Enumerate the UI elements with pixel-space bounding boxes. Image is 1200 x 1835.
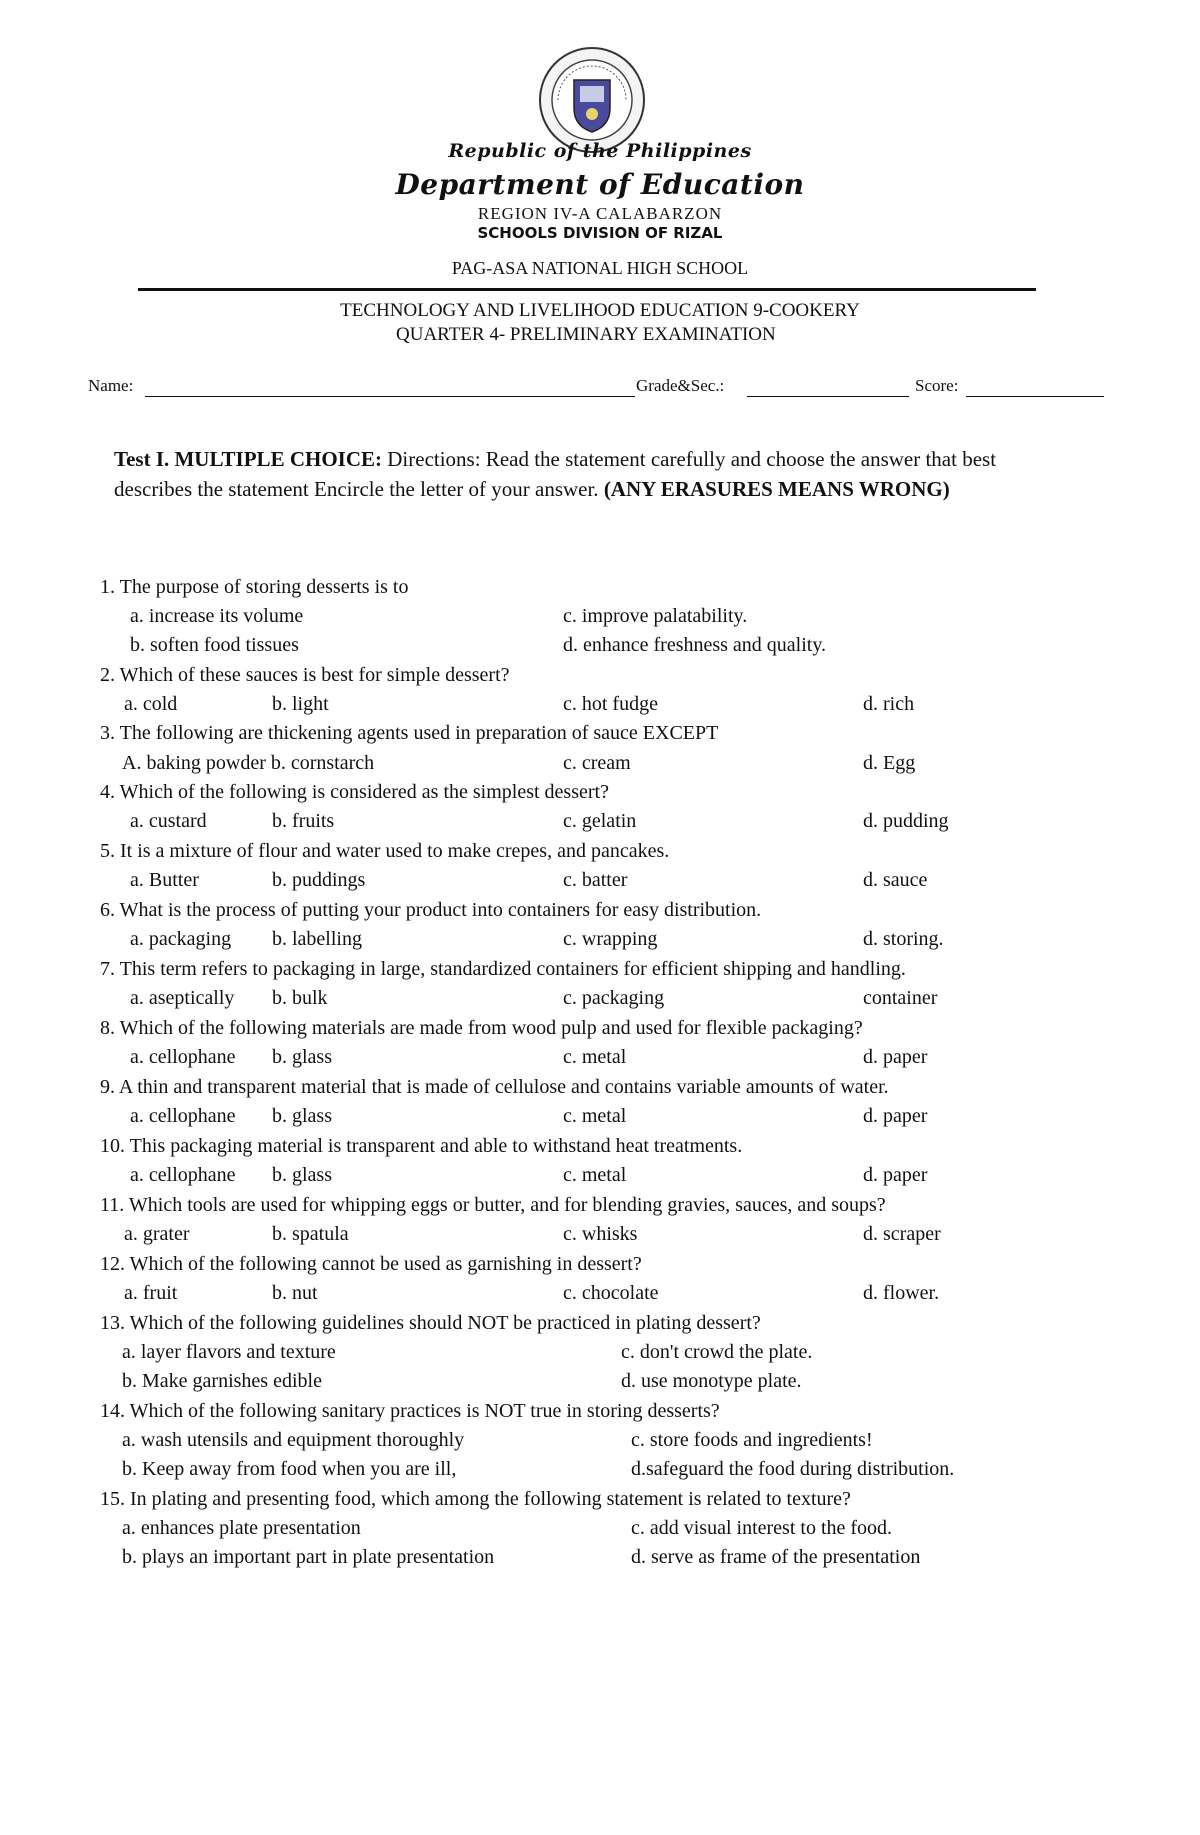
option[interactable]: c. add visual interest to the food. (631, 1517, 893, 1539)
option[interactable]: c. cream (563, 752, 631, 774)
option[interactable]: c. store foods and ingredients! (631, 1429, 873, 1451)
erasure-warning: (ANY ERASURES MEANS WRONG) (603, 477, 950, 501)
option[interactable]: b. Make garnishes edible (122, 1370, 322, 1392)
option[interactable]: c. gelatin (563, 810, 637, 832)
option[interactable]: d. paper (863, 1046, 928, 1068)
option[interactable]: d. enhance freshness and quality. (563, 634, 827, 656)
option[interactable]: b. fruits (272, 810, 335, 832)
option[interactable]: a. increase its volume (130, 605, 304, 627)
option[interactable]: a. cellophane (130, 1164, 236, 1186)
question-5: 5. It is a mixture of flour and water used to make crepes, and pancakes. (100, 840, 670, 862)
republic-heading: Republic of the Philippines (448, 140, 752, 162)
option[interactable]: c. batter (563, 869, 628, 891)
question-6: 6. What is the process of putting your product into containers for easy distribution. (100, 899, 762, 921)
option[interactable]: d. paper (863, 1105, 928, 1127)
division-heading: SCHOOLS DIVISION OF RIZAL (477, 224, 723, 242)
option[interactable]: b. soften food tissues (130, 634, 299, 656)
score-field[interactable] (966, 396, 1104, 397)
test-directions (114, 444, 1074, 504)
option[interactable]: d. rich (863, 693, 915, 715)
option[interactable]: b. plays an important part in plate presentation (122, 1546, 495, 1568)
grade-label: Grade&Sec.: (636, 376, 725, 395)
option[interactable]: a. wash utensils and equipment thoroughly (122, 1429, 465, 1451)
option[interactable]: a. Butter (130, 869, 199, 891)
question-2: 2. Which of these sauces is best for simple dessert? (100, 664, 510, 686)
option[interactable]: b. Keep away from food when you are ill, (122, 1458, 457, 1480)
option[interactable]: d. storing. (863, 928, 944, 950)
department-heading: Department of Education (395, 168, 805, 201)
question-3: 3. The following are thickening agents used in preparation of sauce EXCEPT (100, 722, 719, 744)
directions-text: Directions: Read the statement carefully and choose the answer that best describes the statement Encircle the letter of your answer. (114, 447, 997, 501)
option[interactable]: c. improve palatability. (563, 605, 748, 627)
region-heading: REGION IV-A CALABARZON (477, 204, 723, 223)
option[interactable]: A. baking powder b. cornstarch (122, 752, 375, 774)
option[interactable]: d. scraper (863, 1223, 941, 1245)
option[interactable]: b. nut (272, 1282, 318, 1304)
score-label: Score: (915, 376, 959, 395)
name-label: Name: (88, 376, 134, 395)
option[interactable]: c. whisks (563, 1223, 638, 1245)
option[interactable]: a. grater (124, 1223, 190, 1245)
option[interactable]: b. glass (272, 1046, 332, 1068)
option[interactable]: d. use monotype plate. (621, 1370, 802, 1392)
option[interactable]: b. labelling (272, 928, 362, 950)
option[interactable]: a. layer flavors and texture (122, 1341, 336, 1363)
grade-field[interactable] (747, 396, 909, 397)
option[interactable]: c. hot fudge (563, 693, 658, 715)
option[interactable]: c. metal (563, 1105, 627, 1127)
option[interactable]: a. cellophane (130, 1105, 236, 1127)
option[interactable]: a. packaging (130, 928, 232, 950)
option[interactable]: d. Egg (863, 752, 916, 774)
option[interactable]: c. metal (563, 1046, 627, 1068)
question-11: 11. Which tools are used for whipping eggs or butter, and for blending gravies, sauces, and soups? (100, 1194, 886, 1216)
question-8: 8. Which of the following materials are made from wood pulp and used for flexible packaging? (100, 1017, 863, 1039)
question-15: 15. In plating and presenting food, which among the following statement is related to texture? (100, 1488, 851, 1510)
question-7: 7. This term refers to packaging in large, standardized containers for efficient shipping and handling. (100, 958, 906, 980)
option[interactable]: d. paper (863, 1164, 928, 1186)
question-10: 10. This packaging material is transparent and able to withstand heat treatments. (100, 1135, 743, 1157)
option[interactable]: a. cellophane (130, 1046, 236, 1068)
option[interactable]: c. wrapping (563, 928, 658, 950)
question-4: 4. Which of the following is considered as the simplest dessert? (100, 781, 609, 803)
question-14: 14. Which of the following sanitary practices is NOT true in storing desserts? (100, 1400, 720, 1422)
test-label: Test I. MULTIPLE CHOICE: (114, 447, 382, 471)
school-name: PAG-ASA NATIONAL HIGH SCHOOL (451, 258, 749, 278)
question-9: 9. A thin and transparent material that is made of cellulose and contains variable amounts of water. (100, 1076, 889, 1098)
subject-title: TECHNOLOGY AND LIVELIHOOD EDUCATION 9-COOKERY (340, 300, 860, 321)
question-13: 13. Which of the following guidelines should NOT be practiced in plating dessert? (100, 1312, 761, 1334)
option[interactable]: c. don't crowd the plate. (621, 1341, 813, 1363)
option[interactable]: b. glass (272, 1164, 332, 1186)
option[interactable]: container (863, 987, 938, 1009)
option[interactable]: b. glass (272, 1105, 332, 1127)
option[interactable]: b. puddings (272, 869, 366, 891)
option[interactable]: b. spatula (272, 1223, 349, 1245)
name-field[interactable] (145, 396, 635, 397)
option[interactable]: d. flower. (863, 1282, 940, 1304)
option[interactable]: c. packaging (563, 987, 665, 1009)
option[interactable]: a. fruit (124, 1282, 178, 1304)
option[interactable]: d.safeguard the food during distribution. (631, 1458, 955, 1480)
option[interactable]: a. enhances plate presentation (122, 1517, 361, 1539)
deped-seal-icon (538, 46, 646, 154)
exam-title: QUARTER 4- PRELIMINARY EXAMINATION (396, 324, 776, 345)
option[interactable]: c. chocolate (563, 1282, 659, 1304)
option[interactable]: b. light (272, 693, 329, 715)
question-1: 1. The purpose of storing desserts is to (100, 576, 409, 598)
option[interactable]: d. sauce (863, 869, 928, 891)
option[interactable]: b. bulk (272, 987, 328, 1009)
option[interactable]: d. pudding (863, 810, 949, 832)
option[interactable]: c. metal (563, 1164, 627, 1186)
header-divider (138, 288, 1036, 291)
option[interactable]: a. aseptically (130, 987, 235, 1009)
option[interactable]: a. cold (124, 693, 178, 715)
option[interactable]: a. custard (130, 810, 207, 832)
question-12: 12. Which of the following cannot be used as garnishing in dessert? (100, 1253, 642, 1275)
option[interactable]: d. serve as frame of the presentation (631, 1546, 921, 1568)
